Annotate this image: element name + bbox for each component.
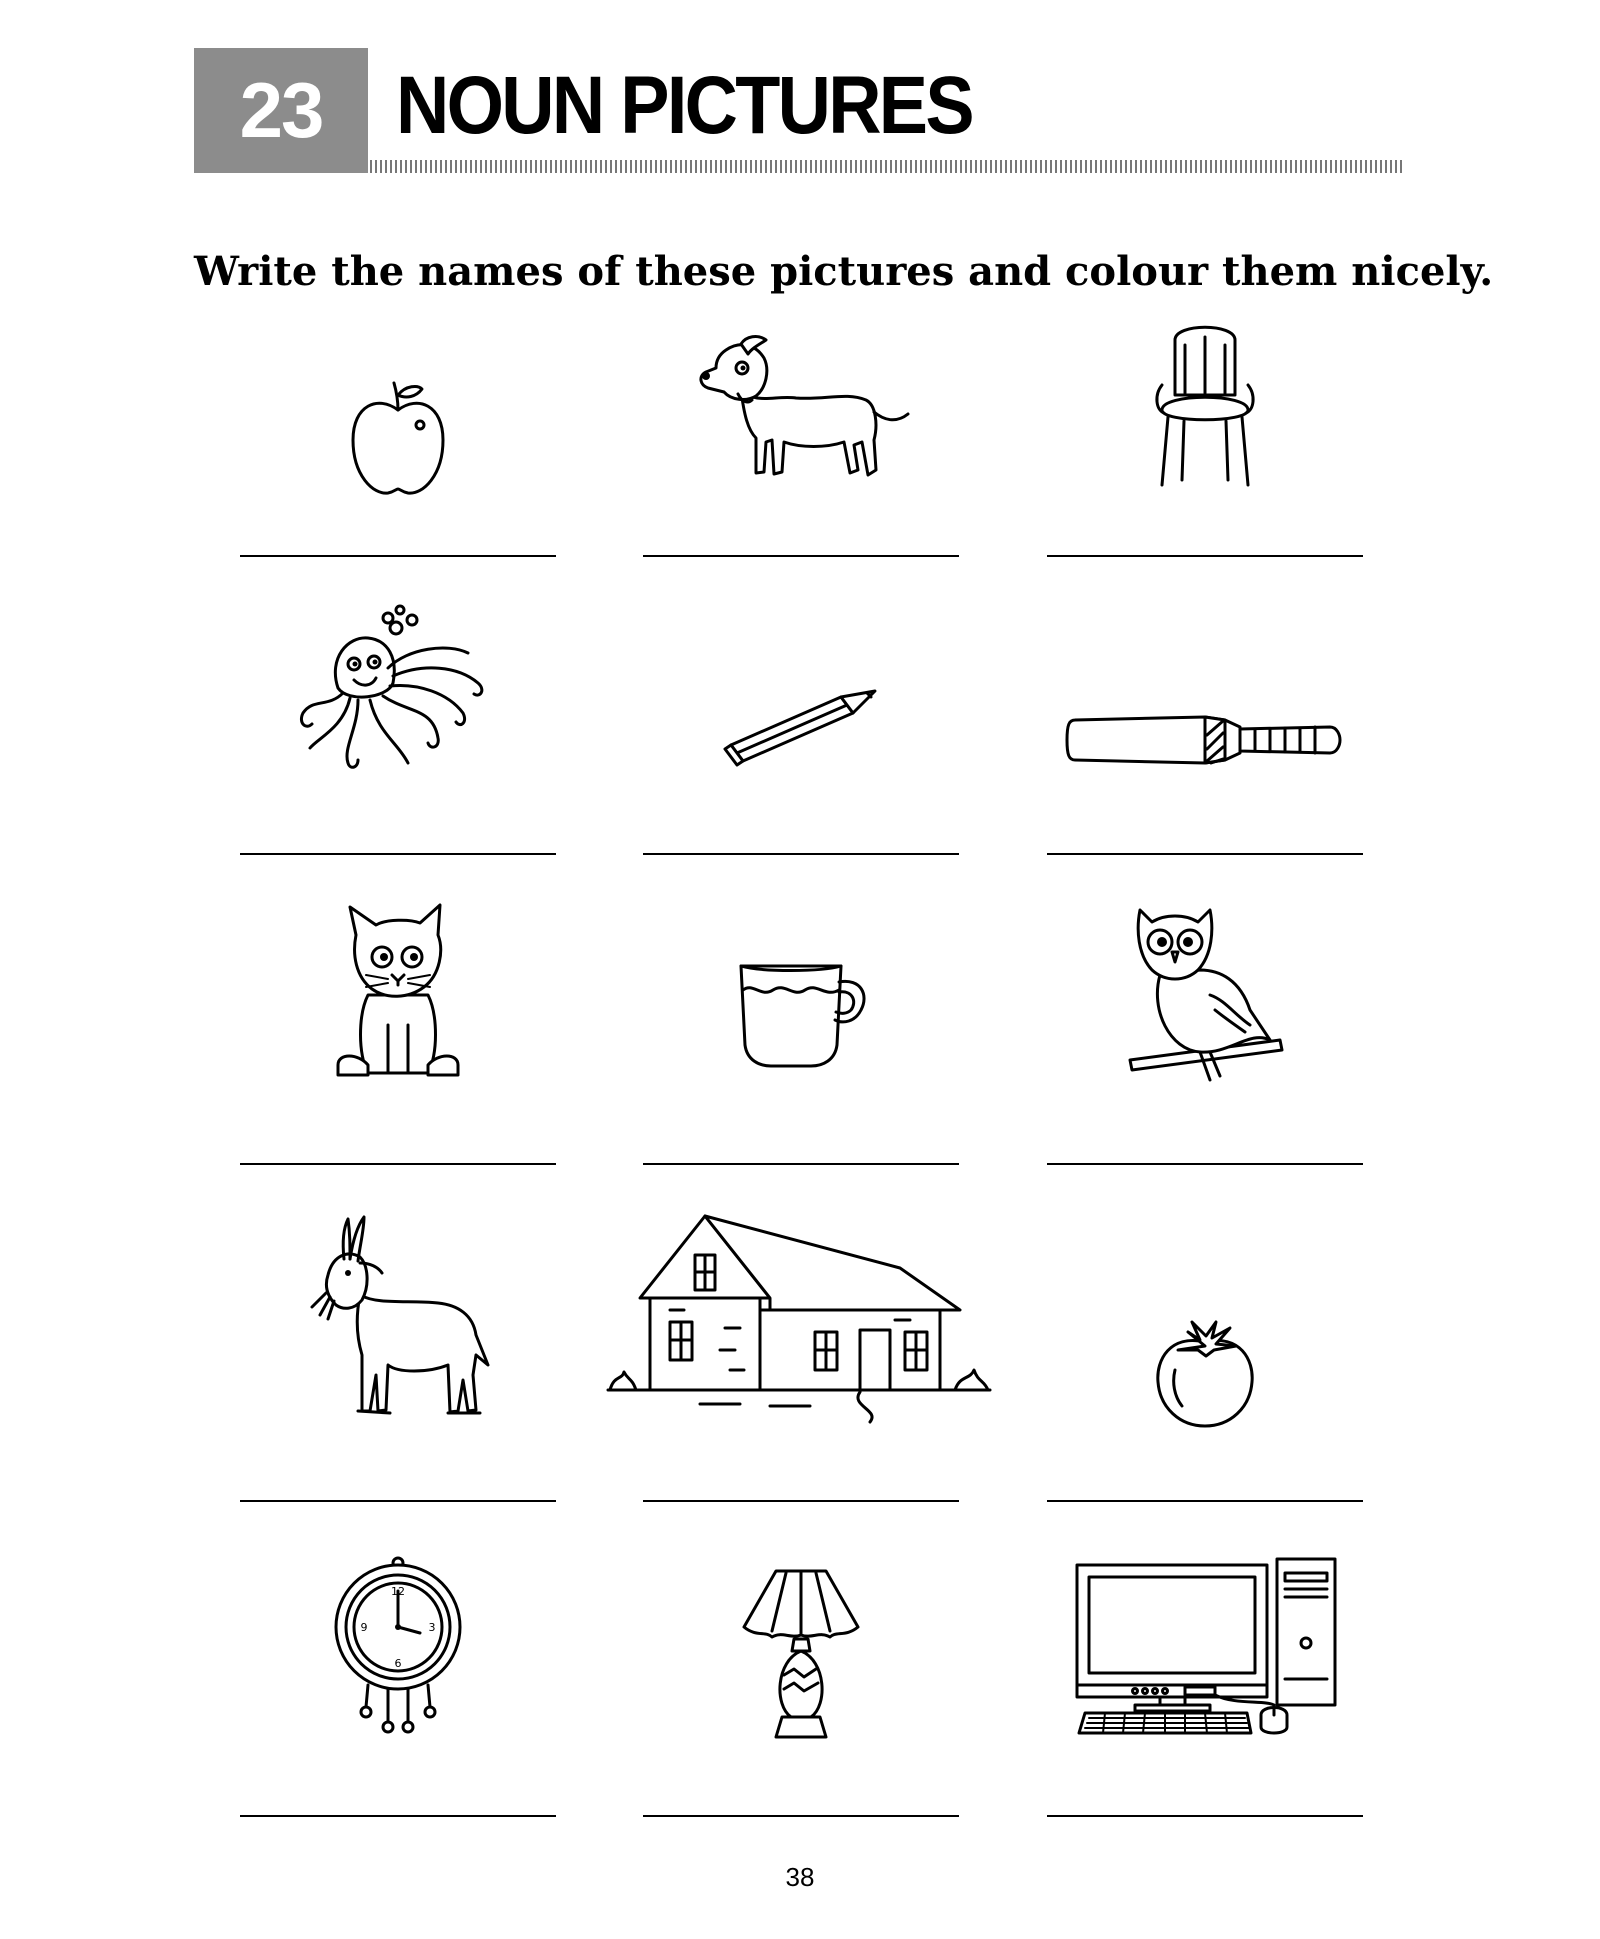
tomato-icon	[1047, 1320, 1363, 1430]
pencil-icon	[643, 685, 959, 765]
instruction-text: Write the names of these pictures and colour them nicely.	[194, 248, 1494, 295]
answer-line[interactable]	[643, 1815, 959, 1817]
lamp-icon	[643, 1565, 959, 1745]
octopus-icon	[240, 595, 556, 780]
computer-icon	[1047, 1555, 1363, 1735]
clock-icon	[240, 1557, 556, 1737]
svg-text:3: 3	[428, 1621, 436, 1634]
answer-line[interactable]	[240, 555, 556, 557]
house-icon	[600, 1210, 1000, 1440]
cat-icon	[240, 905, 556, 1085]
cup-icon	[643, 960, 959, 1070]
answer-line[interactable]	[240, 1500, 556, 1502]
apple-icon	[240, 360, 556, 520]
answer-line[interactable]	[643, 853, 959, 855]
goat-icon	[240, 1215, 556, 1425]
answer-line[interactable]	[1047, 1815, 1363, 1817]
answer-line[interactable]	[240, 1163, 556, 1165]
chair-icon	[1047, 312, 1363, 492]
svg-text:12: 12	[391, 1585, 405, 1598]
exercise-number: 23	[194, 48, 368, 173]
svg-text:9: 9	[360, 1621, 368, 1634]
page-number: 38	[785, 1862, 815, 1892]
answer-line[interactable]	[1047, 555, 1363, 557]
svg-text:6: 6	[394, 1657, 402, 1670]
cricket-bat-icon	[1047, 705, 1363, 775]
answer-line[interactable]	[643, 1163, 959, 1165]
answer-line[interactable]	[240, 853, 556, 855]
answer-line[interactable]	[1047, 853, 1363, 855]
answer-line[interactable]	[1047, 1163, 1363, 1165]
page-title: NOUN PICTURES	[396, 60, 972, 151]
answer-line[interactable]	[240, 1815, 556, 1817]
answer-line[interactable]	[643, 555, 959, 557]
owl-icon	[1047, 900, 1363, 1090]
dog-icon	[643, 330, 959, 490]
answer-line[interactable]	[1047, 1500, 1363, 1502]
answer-line[interactable]	[643, 1500, 959, 1502]
title-underline	[370, 160, 1405, 173]
